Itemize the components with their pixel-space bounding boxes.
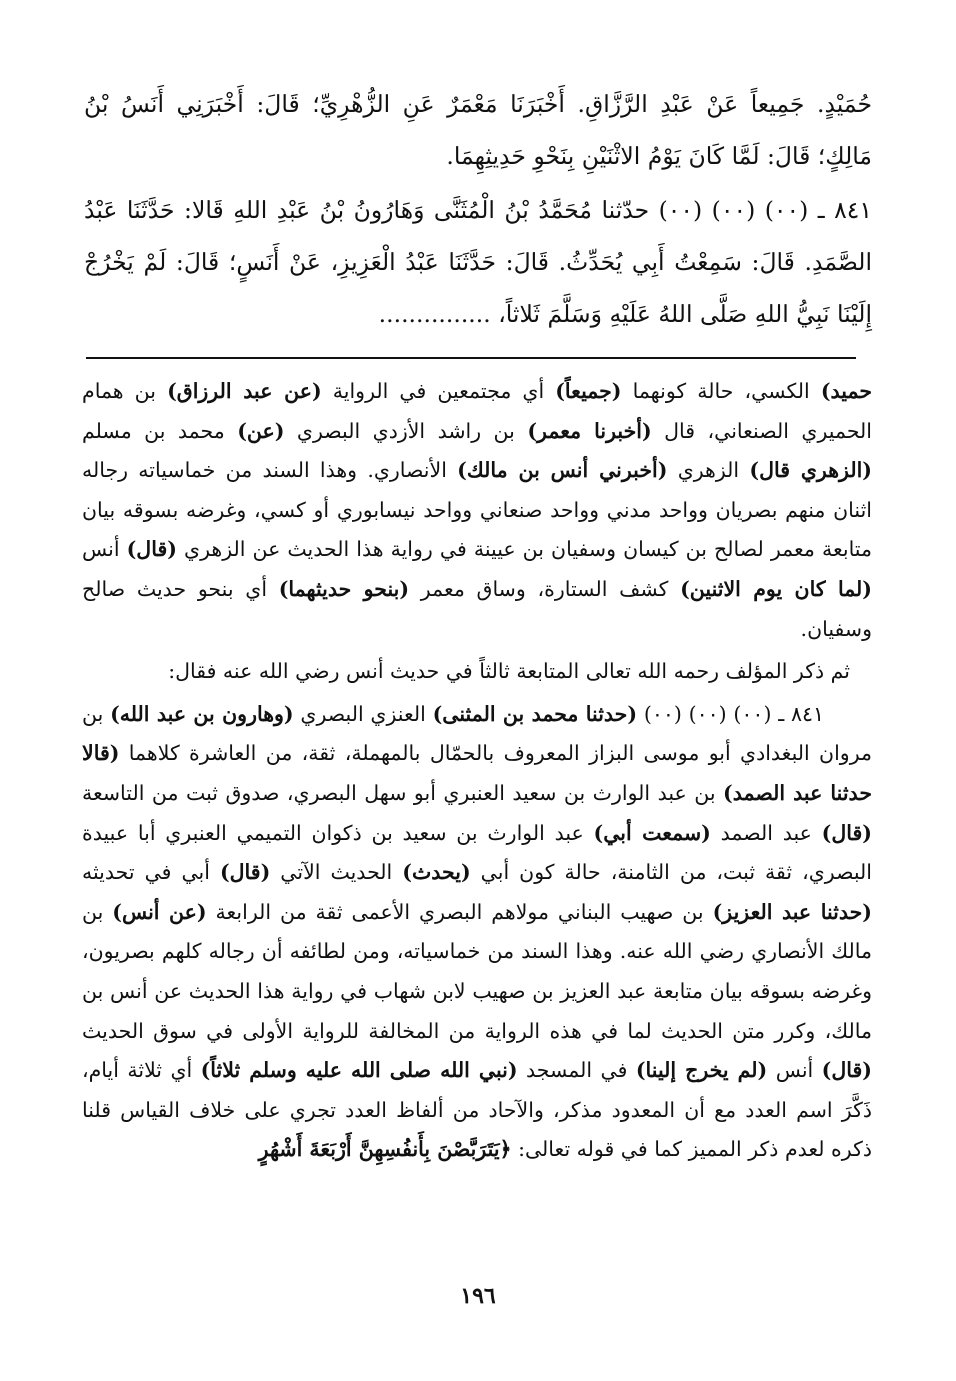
text-run: أي بنحو حديث صالح وسفيان.: [82, 576, 872, 641]
bold-text-run: (بنحو حديثهما): [278, 576, 410, 601]
text-run: بن مالك الأنصاري رضي الله عنه. وهذا السند من خماسياته، ومن لطائفه أن رجاله كلهم بصريون، وغرضه بسوقه بيان متابعة عبد العزيز بن صهيب لابن شهاب في رواية هذا الحديث عن أنس بن مالك، وكرر متن الحديث لما في هذه الرواية من المخالفة للرواية الأولى في سوق الحديث: [82, 899, 872, 1043]
commentary-paragraph-3: [82, 695, 872, 1170]
hadith-paragraph-2: ٨٤١ ـ (٠٠) (٠٠) (٠٠) حدّثنا مُحَمَّدُ بْنُ الْمُثَنَّى وَهَارُونُ بْنُ عَبْدِ اللهِ قَالا: حَدَّثَنَا عَبْدُ الصَّمَدِ. قَالَ: سَمِعْتُ أَبِي يُحَدِّثُ. قَالَ: حَدَّثَنَا عَبْدُ الْعَزِيزِ، عَنْ أَنَسٍ؛ قَالَ: لَمْ يَخْرُجْ إِلَيْنَا نَبِيُّ اللهِ صَلَّى اللهُ عَلَيْهِ وَسَلَّمَ ثَلاثاً، ...............: [84, 196, 873, 328]
bold-text-run: (حدثنا محمد بن المثنى): [432, 701, 638, 726]
text-run: الحديث الآتي: [270, 860, 403, 885]
text-run: بن مروان البغدادي أبو موسى البزاز المعروف بالحمّال بالمهملة، ثقة، من العاشرة كلاهما: [82, 701, 872, 766]
commentary-paragraph-1: [82, 372, 872, 649]
text-run: ٨٤١ ـ (٠٠) (٠٠) (٠٠): [637, 701, 825, 726]
commentary-text: [82, 372, 872, 1170]
text-run: بن همام الحميري الصنعاني، قال: [82, 379, 872, 443]
text-run: عبد الصمد: [710, 820, 822, 845]
hadith-text: [84, 78, 872, 340]
text-run: في المسجد: [517, 1058, 636, 1083]
text-run: أي مجتمعين في الرواية: [321, 379, 556, 403]
bold-text-run: (أخبرنا معمر): [527, 418, 652, 443]
footnote-divider: [86, 357, 856, 359]
bold-text-run: (قال): [126, 537, 177, 562]
page-number: ١٩٦: [460, 1283, 496, 1309]
text-run: بن صهيب البناني مولاهم البصري الأعمى ثقة من الرابعة: [206, 899, 713, 924]
bold-text-run: (عن أنس): [112, 899, 207, 924]
text-run: عبد الوارث بن سعيد بن ذكوان التميمي العنبري أبا عبيدة البصري، ثقة ثبت، من الثامنة، حالة كون أبي: [82, 820, 872, 885]
text-run: الكسي، حالة كونهما: [621, 379, 821, 403]
bold-text-run: (عن عبد الرزاق): [167, 379, 322, 403]
text-run: أبي في تحديثه: [82, 860, 220, 885]
text-run: محمد بن مسلم: [82, 418, 238, 443]
bold-text-run: (نبي الله صلى الله عليه وسلم ثلاثاً): [200, 1058, 518, 1083]
bold-text-run: (الزهري قال): [749, 458, 873, 483]
bold-text-run: (قال): [821, 1058, 872, 1083]
bold-text-run: (سمعت أبي): [593, 820, 711, 845]
text-run: أي ثلاثة أيام، ذَكَّرَ اسم العدد مع أن المعدود مذكر، والآحاد من ألفاظ العدد تجري على خلاف القياس قلنا ذكره لعدم ذكر المميز كما في قوله تعالى:: [82, 1058, 872, 1162]
commentary-paragraph-2: ثم ذكر المؤلف رحمه الله تعالى المتابعة ثالثاً في حديث أنس رضي الله عنه فقال:: [168, 659, 850, 684]
text-run: أنس: [767, 1058, 822, 1083]
text-run: الأنصاري. وهذا السند من خماسياته رجاله اثنان منهم بصريان وواحد مدني وواحد صنعاني وواحد نيسابوري أو كسي، وغرضه بسوقه بيان متابعة معمر لصالح بن كيسان وسفيان بن عيينة في رواية هذا الحديث عن الزهري: [82, 458, 872, 562]
text-run: بن عبد الوارث بن سعيد العنبري أبو سهل البصري، صدوق ثبت من التاسعة: [82, 780, 724, 805]
bold-text-run: (قال): [219, 860, 271, 885]
text-run: كشف الستارة، وساق معمر: [409, 576, 681, 601]
text-run: أنس: [82, 537, 127, 562]
text-run: العنزي البصري: [293, 701, 433, 726]
text-run: الزهري: [667, 458, 750, 483]
hadith-paragraph-1: حُمَيْدٍ. جَمِيعاً عَنْ عَبْدِ الرَّزَّاقِ. أَخْبَرَنَا مَعْمَرٌ عَنِ الزُّهْرِيِّ؛ قَالَ: أَخْبَرَنِي أَنَسُ بْنُ مَالِكٍ؛ قَالَ: لَمَّا كَانَ يَوْمُ الاثْنَيْنِ بِنَحْوِ حَدِيثِهِمَا.: [84, 90, 872, 170]
bold-text-run: (لم يخرج إلينا): [635, 1058, 768, 1083]
bold-text-run: (وهارون بن عبد الله): [110, 701, 294, 726]
bold-text-run: حميد): [820, 379, 873, 403]
bold-text-run: (عن): [237, 418, 285, 443]
bold-text-run: (يحدث): [402, 860, 471, 885]
text-run: بن راشد الأزدي البصري: [284, 418, 528, 443]
bold-text-run: (قال): [821, 820, 872, 845]
bold-text-run: (حدثنا عبد العزيز): [712, 899, 872, 924]
bold-text-run: (أخبرني أنس بن مالك): [457, 458, 668, 483]
bold-text-run: (جميعاً): [555, 379, 622, 403]
bold-text-run: (قالا حدثنا عبد الصمد): [82, 741, 872, 805]
bold-text-run: (لما كان يوم الاثنين): [680, 576, 872, 601]
bold-text-run: ﴿يَتَرَبَّصْنَ بِأَنفُسِهِنَّ أَرْبَعَةَ أَشْهُرٍ: [258, 1137, 512, 1162]
